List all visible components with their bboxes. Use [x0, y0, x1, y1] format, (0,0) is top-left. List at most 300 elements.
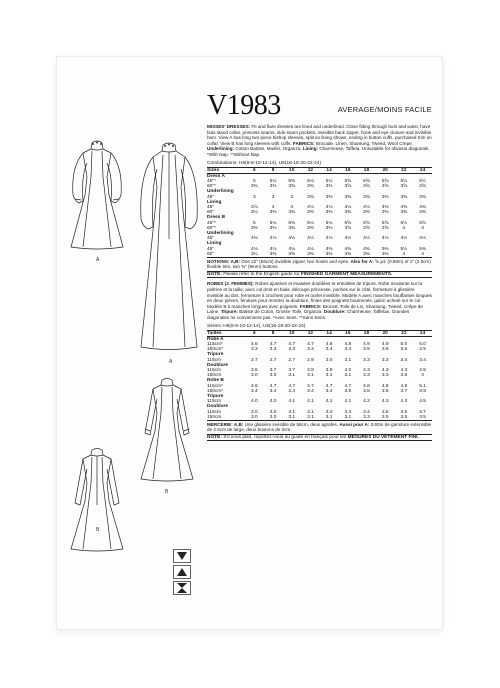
row-label: Dress B [207, 215, 226, 221]
yardage-cell: 3⅜ [307, 184, 314, 190]
yardage-cell: 5⅝ [344, 178, 352, 184]
yardage-cell: 3⅜ [288, 184, 296, 190]
row-label: 115cm [207, 368, 222, 373]
pattern-info [207, 91, 432, 441]
yardage-cell: 3⅜ [400, 210, 408, 216]
yardage-cell: 3.4 [419, 357, 426, 363]
yardage-cell: 3.3 [363, 357, 370, 363]
yardage-cell: 3⅝ [419, 184, 426, 190]
yardage-cell: 3.1 [325, 373, 333, 379]
yardage-cell: 5⅝ [363, 220, 370, 226]
sizes-label: Tailles [207, 330, 245, 336]
size-heading: 12 [301, 167, 320, 173]
size-heading: 16 [338, 330, 357, 336]
yardage-cell: 4⅛ [251, 246, 258, 252]
yardage-cell: 3⅜ [363, 194, 370, 200]
yardage-cell: 3.5 [381, 409, 389, 415]
row-label: 45" [207, 204, 215, 210]
fabrics-label: FABRICS: [299, 303, 322, 309]
yardage-cell: 4⅛ [307, 236, 314, 242]
yardage-cell: 4⅛ [269, 236, 277, 242]
yardage-cell: 5.1 [419, 383, 426, 389]
yardage-cell: 3.1 [338, 415, 357, 421]
tripure-text: Batiste de Coton, Grosse Toile, Organza. [239, 309, 323, 315]
yardage-cell: 5½ [419, 178, 426, 184]
yardage-cell: 3.5 [413, 415, 432, 421]
yardage-cell: 5¼ [325, 220, 333, 226]
size-heading: 24 [413, 167, 432, 173]
row-label: Underlining [207, 189, 234, 195]
yardage-cell: 3⅜ [264, 252, 283, 258]
row-label: Underlining [207, 231, 234, 236]
yardage-cell: 3.5 [400, 347, 408, 353]
yardage-cell: 4.3 [400, 399, 408, 405]
yardage-cell: 4⅛ [269, 246, 277, 252]
yardage-cell: 3⅜ [307, 210, 314, 216]
yardage-cell: 4.7 [288, 341, 296, 347]
row-label: 60" [207, 210, 215, 216]
yardage-cell: 3 [253, 194, 256, 200]
fabrics-text: Brocart, Toile de Lin, Shantung, Tweed, Crêpe de Laine. [207, 303, 423, 315]
yardage-cell: 4⅛ [363, 204, 370, 210]
yardage-cell: 3⅝ [363, 225, 370, 231]
yardage-cell: 3⅜ [269, 184, 277, 190]
yardage-cell: 5⅝ [381, 178, 389, 184]
yardage-cell: 3.0 [269, 373, 277, 379]
yardage-cell: 4⅛ [381, 236, 389, 242]
yardage-cell: 4 [402, 225, 406, 231]
yardage-cell: 4⅜ [381, 204, 389, 210]
yardage-cell: 4.9 [400, 383, 408, 389]
yardage-cell: 5⅛ [307, 220, 314, 226]
yardage-cell: 4 [290, 204, 294, 210]
yardage-cell: 3⅜ [282, 252, 301, 258]
english-yardage-table [207, 167, 432, 258]
view-a-back-drawing [135, 139, 203, 354]
yardage-cell: 3⅜ [288, 225, 296, 231]
yardage-cell: 4⅛ [344, 236, 352, 242]
yardage-cell: 3.5 [363, 388, 370, 394]
yardage-cell: 5⅜ [288, 178, 296, 184]
yardage-cell: 3⅝ [381, 184, 389, 190]
yardage-cell: 3⅜ [301, 252, 320, 258]
size-series: Séries: H5(6-8-10-12-14), U5(16-18-20-22-24) [207, 323, 306, 329]
yardage-cell: 5⅛ [307, 178, 314, 184]
yardage-cell: 3⅜ [288, 210, 296, 216]
yardage-cell: 4.7 [344, 383, 352, 389]
yardage-cell: 3.5 [363, 347, 370, 353]
yardage-cell: 3⅜ [344, 210, 352, 216]
note-text: Please refer to the English guide for [223, 271, 300, 277]
lining-label: Lining: [302, 146, 319, 152]
yardage-cell: 4.8 [325, 341, 333, 347]
size-heading: 12 [301, 330, 320, 336]
note-bold: FINISHED GARMENT MEASUREMENTS. [300, 271, 393, 277]
row-label: 45" [207, 194, 215, 200]
yardage-cell: 3.5 [419, 347, 426, 353]
yardage-cell: 4.8 [344, 341, 352, 347]
yardage-cell: 3⅝ [363, 184, 370, 190]
yardage-cell: 4 [271, 204, 275, 210]
yardage-cell: 3.0 [251, 409, 258, 415]
yardage-cell: 3⅜ [400, 194, 408, 200]
yardage-cell: 4.1 [325, 399, 333, 405]
yardage-cell: 5⅝ [381, 220, 389, 226]
yardage-cell: 3⅜ [325, 210, 333, 216]
french-description [207, 281, 432, 320]
view-label: A [169, 359, 173, 365]
view-a-front-drawing [65, 137, 129, 252]
size-heading: 16 [338, 167, 357, 173]
yardage-cell: 3.1 [301, 415, 320, 421]
yardage-cell: 4.3 [381, 399, 389, 405]
yardage-cell: 3¼ [251, 210, 258, 216]
yardage-cell: 3.5 [251, 368, 258, 373]
yardage-cell: 3⅜ [325, 225, 333, 231]
table-row [207, 252, 432, 258]
yardage-cell: 3⅜ [376, 252, 395, 258]
yardage-cell: 3.4 [363, 409, 370, 415]
triangle-down-icon [173, 549, 191, 563]
yardage-cell: 3.4 [269, 388, 277, 394]
yardage-cell: 3⅜ [338, 252, 357, 258]
bowtie-icon [173, 581, 191, 595]
yardage-cell: 3.3 [269, 347, 277, 353]
yardage-cell: 4.7 [288, 383, 296, 389]
yardage-cell: 5⅜ [288, 220, 296, 226]
yardage-cell: 3.3 [381, 373, 389, 379]
yardage-cell: 3.4 [344, 347, 352, 353]
size-heading: 20 [376, 330, 395, 336]
yardage-cell: 3.3 [288, 347, 296, 353]
yardage-cell: 4.3 [363, 368, 370, 373]
mercerie-text: Une glissière invisible de 56cm, deux agrafes. [244, 422, 339, 428]
size-heading: 8 [264, 167, 283, 173]
pattern-number: V1983 [207, 90, 281, 121]
yardage-cell: 3.1 [288, 409, 296, 415]
row-label: Lining [207, 199, 222, 205]
yardage-cell: 3.1 [282, 415, 301, 421]
notions-a-text: ⅝ yd. (0.60m) of 1" (2.5cm) flexible trim, two ⅜" (9mm) buttons. [207, 259, 431, 270]
yardage-cell: 3.1 [307, 373, 314, 379]
yardage-cell: 4.9 [381, 341, 389, 347]
yardage-cell: 3.5 [381, 388, 389, 394]
english-note [207, 271, 432, 279]
yardage-cell: 3.0 [251, 373, 258, 379]
size-heading: 6 [245, 330, 264, 336]
yardage-cell: 4.0 [344, 368, 352, 373]
table-row [207, 415, 432, 421]
yardage-cell: 4.7 [307, 341, 314, 347]
yardage-cell: 4⅜ [419, 204, 426, 210]
description-title: ROBES (J. FEMMES): [207, 281, 254, 287]
yardage-cell: 5⅝ [363, 178, 370, 184]
yardage-cell: 3.4 [288, 388, 296, 394]
yardage-cell: 4.7 [307, 383, 314, 389]
lining-text: Charmeuse, Taffeta. Unsuitable for obvious diagonals. *With Nap. **Without Nap. [207, 146, 430, 157]
row-label: Robe A [207, 336, 224, 342]
size-heading: 14 [320, 330, 339, 336]
yardage-cell: 3.7 [419, 409, 426, 415]
yardage-cell: 5⅝ [419, 220, 426, 226]
yardage-cell: 3.1 [344, 357, 352, 363]
yardage-cell: 3¼ [245, 252, 264, 258]
size-heading: 10 [282, 330, 301, 336]
row-label: 115cm* [207, 341, 223, 347]
doublure-label: Doublure: [323, 309, 346, 315]
yardage-cell: 3.8 [307, 368, 314, 373]
yardage-cell: 5⅜ [381, 246, 389, 252]
yardage-cell: 3.3 [251, 347, 258, 353]
mercerie-a-label: Aussi pour A: [339, 422, 370, 428]
yardage-cell: 4.7 [269, 383, 277, 389]
triangle-up-icon [173, 565, 191, 579]
yardage-cell: 2.7 [269, 357, 277, 363]
size-heading: 24 [413, 330, 432, 336]
yardage-cell: 3.3 [363, 373, 370, 379]
yardage-cell: 3⅜ [363, 210, 370, 216]
yardage-cell: 3⅝ [381, 225, 389, 231]
row-label: Robe B [207, 378, 224, 384]
yardage-cell: 5 [253, 220, 256, 226]
yardage-cell: 3.5 [376, 415, 395, 421]
size-heading: 22 [395, 167, 414, 173]
row-label: 115cm [207, 357, 222, 363]
yardage-cell: 4.3 [400, 368, 408, 373]
yardage-cell: 3⅜ [419, 210, 426, 216]
english-description [207, 124, 432, 158]
notions-text: One 22" (56cm) invisible zipper, two hooks and eyes. [241, 259, 350, 265]
description-body: Robes ajustées et évasées doublées et entoilées de tripure. Robe moulante sur la poitrine et la taille, avec col droit en biais, découpe princesse, poches sur le côté, fermeture à glissière invisible au dos, fermeture à crochets pour robe et ourlet invisible. Modèle A avec manches bouffantes longues en deux pièces, fendues pour montrer la doublure, finies des poignets boutonnés, galon acheté sur le col. Modèle B à manches longues avec poignets. [207, 281, 432, 309]
row-label: 150cm* [207, 347, 224, 353]
yardage-cell: 4⅛ [307, 246, 314, 252]
yardage-cell: 4 [395, 252, 414, 258]
underlining-label: Underlining: [207, 146, 235, 152]
technical-drawings [57, 57, 207, 629]
tripure-label: Tripure: [220, 309, 238, 315]
yardage-cell: 4.6 [251, 383, 258, 389]
yardage-cell: 4⅜ [400, 204, 408, 210]
row-label: 45"* [207, 220, 216, 226]
yardage-cell: 4.1 [344, 399, 352, 405]
yardage-cell: 3⅜ [325, 184, 333, 190]
yardage-cell: 4⅜ [363, 246, 370, 252]
yardage-cell: 4.3 [381, 368, 389, 373]
yardage-cell: 3.4 [307, 347, 314, 353]
row-label: Tripure [207, 352, 224, 358]
pattern-envelope-back [57, 57, 442, 629]
yardage-cell: 3⅜ [325, 194, 333, 200]
english-notions [207, 259, 432, 270]
yardage-cell: 4.9 [363, 341, 370, 347]
yardage-cell: 4⅛ [307, 204, 314, 210]
row-label: 115cm [207, 409, 222, 415]
yardage-cell: 3⅜ [269, 225, 277, 231]
yardage-cell: 4⅛ [288, 236, 296, 242]
yardage-cell: 3.1 [320, 415, 339, 421]
yardage-cell: 4.8 [381, 383, 389, 389]
view-b-back-drawing [65, 445, 129, 555]
mercerie-a-text: 0.60m de garniture extensible de 2.5cm de large, deux boutons de 2cm. [207, 422, 432, 433]
yardage-cell: 3.5 [395, 415, 414, 421]
yardage-cell: 2.7 [288, 357, 296, 363]
yardage-cell: 4.6 [251, 341, 258, 347]
yardage-cell: 3⅜ [344, 194, 352, 200]
yardage-cell: 3.7 [269, 368, 277, 373]
note-bold: MESURES DU VÊTEMENT FINI. [347, 434, 419, 440]
note-prefix: NOTE: [207, 271, 222, 277]
yardage-cell: 3.3 [357, 415, 376, 421]
doublure-text: Charmeuse, Taffetas. Grandes diagonales ne conviennent pas. *Avec Sens. **Sans Sens. [207, 309, 410, 320]
yardage-cell: 3.7 [288, 368, 296, 373]
sizes-label: Sizes [207, 167, 245, 173]
yardage-cell: 3.9 [325, 368, 333, 373]
yardage-cell: 4.8 [363, 383, 370, 389]
yardage-cell: 5⅝ [344, 220, 352, 226]
notions-label: NOTIONS: A,B: [207, 259, 241, 265]
yardage-cell: 4 [421, 225, 424, 231]
yardage-cell: 4⅛ [419, 236, 426, 242]
yardage-cell: 3⅞ [251, 204, 258, 210]
yardage-cell: 3.4 [400, 357, 408, 363]
yardage-cell: 5¼ [269, 220, 277, 226]
yardage-cell: 3⅜ [381, 194, 389, 200]
yardage-cell: 3.4 [251, 388, 258, 394]
french-note [207, 434, 432, 442]
row-label: Lining [207, 241, 222, 247]
row-label: 60"* [207, 225, 216, 231]
row-label: 115cm* [207, 383, 223, 389]
view-label: B [96, 527, 100, 533]
yardage-cell: 3 [290, 194, 294, 200]
yardage-cell: 5½ [400, 246, 408, 252]
row-label: 45" [207, 246, 215, 252]
yardage-cell: 3⅜ [251, 184, 258, 190]
view-label: B [165, 489, 169, 495]
yardage-cell: 4 [413, 252, 432, 258]
size-heading: 14 [320, 167, 339, 173]
yardage-cell: 3⅜ [357, 252, 376, 258]
yardage-cell: 4⅛ [325, 236, 333, 242]
yardage-cell: 3⅜ [251, 225, 258, 231]
row-label: Doublure [207, 404, 229, 410]
yardage-cell: 4.2 [363, 399, 370, 405]
yardage-cell: 3⅜ [307, 194, 314, 200]
yardage-cell: 3.5 [344, 388, 352, 394]
yardage-cell: 2.9 [307, 357, 314, 363]
yardage-cell: 3.0 [325, 357, 333, 363]
yardage-cell: 3.4 [325, 347, 333, 353]
yardage-cell: 4⅛ [344, 204, 352, 210]
size-heading: 10 [282, 167, 301, 173]
description-body: Fit and flare dresses are lined and underlined. Close fitting through bust and waist, have bias stand collar, princess seams, side seam pockets, invisible back zipper, hook and eye closure and invisible hem. View A has long two piece bishop sleeves, split so lining shows, ending in button cuffs, purchased trim on collar. View B has long sleeves with cuffs. [207, 124, 432, 146]
fabrics-label: FABRICS: [292, 140, 315, 146]
yardage-cell: 4 [421, 373, 424, 379]
yardage-cell: 3.3 [344, 409, 352, 415]
size-heading: 18 [357, 330, 376, 336]
yardage-cell: 4.7 [325, 383, 333, 389]
row-label: Doublure [207, 362, 229, 368]
yardage-cell: 3.4 [325, 388, 333, 394]
yardage-cell: 3.5 [400, 409, 408, 415]
view-label: A [96, 257, 100, 263]
size-heading: 22 [395, 330, 414, 336]
yardage-cell: 5 [253, 178, 256, 184]
size-combinations: Combinations: H5(6-8-10-12-14), U5(16-18-20-22-24) [207, 160, 322, 166]
size-heading: 20 [376, 167, 395, 173]
yardage-cell: 3⅝ [344, 225, 352, 231]
yardage-cell: 3.3 [381, 357, 389, 363]
size-heading: 18 [357, 167, 376, 173]
yardage-cell: 3⅜ [307, 225, 314, 231]
yardage-cell: 3.2 [325, 409, 333, 415]
yardage-cell: 4⅜ [325, 246, 333, 252]
care-symbols [173, 549, 191, 597]
yardage-cell: 4.1 [307, 399, 314, 405]
row-label: 115cm [207, 399, 222, 405]
row-label: Tripure [207, 394, 224, 400]
row-label: 150cm [207, 415, 245, 421]
yardage-cell: 4.0 [269, 399, 277, 405]
description-title: MISSES' DRESSES: [207, 124, 251, 129]
size-heading: 6 [245, 167, 264, 173]
yardage-cell: 4⅜ [251, 236, 258, 242]
yardage-cell: 3.0 [245, 415, 264, 421]
yardage-cell: 3.0 [264, 415, 283, 421]
french-yardage-table [207, 330, 432, 421]
yardage-cell: 5¼ [269, 178, 277, 184]
yardage-cell: 5½ [400, 220, 408, 226]
yardage-cell: 5.0 [400, 341, 408, 347]
yardage-cell: 3⅝ [344, 184, 352, 190]
row-label: 60"* [207, 184, 216, 190]
yardage-cell: 5¼ [325, 178, 333, 184]
yardage-cell: 4⅜ [344, 246, 352, 252]
french-notions [207, 422, 432, 433]
size-heading: 8 [264, 330, 283, 336]
row-label: 150cm* [207, 388, 224, 394]
yardage-cell: 3.1 [307, 409, 314, 415]
yardage-cell: 4.1 [288, 399, 296, 405]
row-label: 60" [207, 252, 245, 258]
underlining-text: Cotton Batiste, Muslin, Organza. [235, 146, 302, 152]
yardage-cell: 5⅜ [419, 246, 426, 252]
yardage-cell: 4⅛ [400, 236, 408, 242]
yardage-cell: 3⅜ [381, 210, 389, 216]
row-label: Dress A [207, 173, 225, 179]
yardage-cell: 3⅝ [400, 184, 408, 190]
yardage-cell: 4.7 [269, 341, 277, 347]
yardage-cell: 5½ [400, 178, 408, 184]
yardage-cell: 4⅛ [325, 204, 333, 210]
yardage-cell: 3.5 [381, 347, 389, 353]
difficulty-rating: AVERAGE/MOINS FACILE [337, 105, 432, 114]
mercerie-label: MERCERIE: A,B: [207, 422, 244, 428]
notions-a-label: Also for A: [350, 259, 374, 265]
row-label: 45"* [207, 178, 216, 184]
yardage-cell: 5.0 [419, 341, 426, 347]
yardage-cell: 4.5 [419, 368, 426, 373]
yardage-cell: 3.5 [400, 373, 408, 379]
yardage-cell: 4.0 [251, 399, 258, 405]
row-label: 150cm [207, 373, 222, 379]
fabrics-text: Brocade, Linen, Shantung, Tweed, Wool Crepe. [315, 140, 414, 146]
yardage-cell: 4⅛ [288, 246, 296, 252]
yardage-cell: 2.7 [251, 357, 258, 363]
yardage-cell: 3⅜ [269, 210, 277, 216]
yardage-cell: 3.0 [269, 409, 277, 415]
yardage-cell: 4.5 [419, 399, 426, 405]
